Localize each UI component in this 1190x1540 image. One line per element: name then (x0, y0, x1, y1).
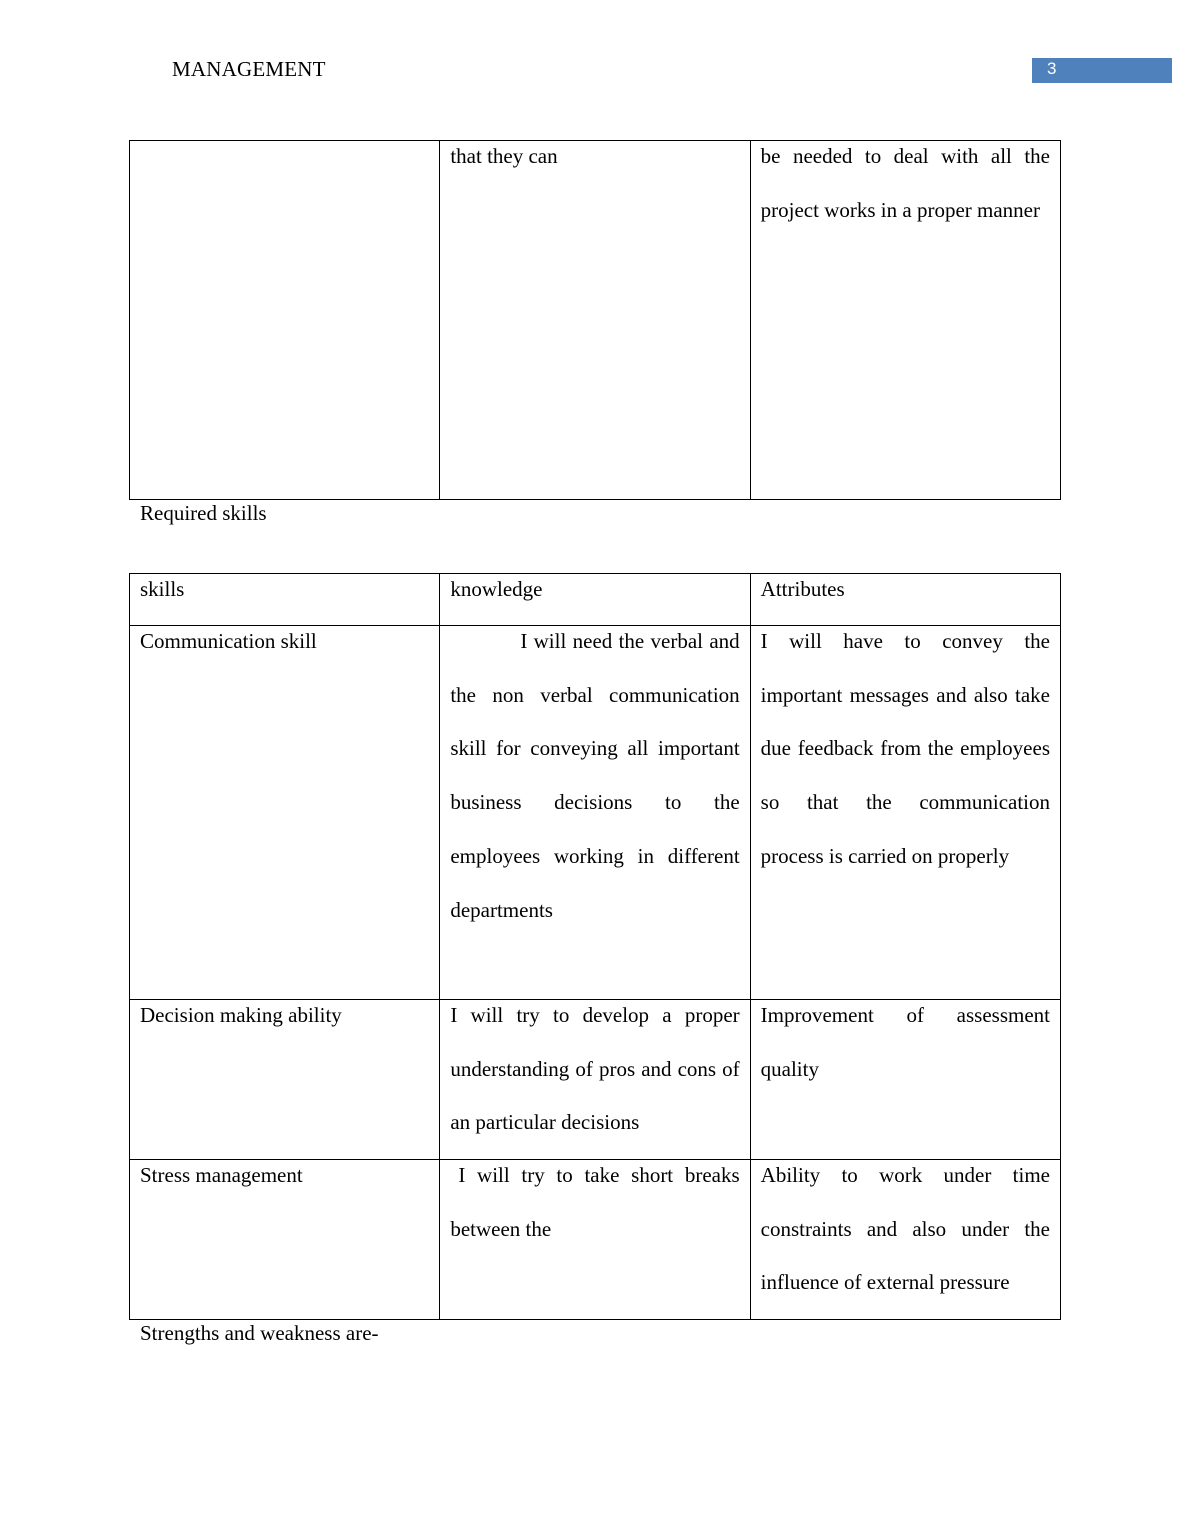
table-cell: Improvement of assessment quality (750, 1000, 1060, 1160)
table-cell: I will need the verbal and the non verbal communication skill for conveying all important business decisions to the employees working in different departments (440, 626, 750, 1000)
table-cell: Communication skill (130, 626, 440, 1000)
header-cell-skills: skills (130, 574, 440, 626)
table-cell: Ability to work under time constraints and also under the influence of external pressure (750, 1160, 1060, 1320)
continued-table (129, 140, 1061, 500)
table-cell: be needed to deal with all the project works in a proper manner (750, 141, 1060, 500)
table-cell (130, 141, 440, 500)
table-cell: I will have to convey the important messages and also take due feedback from the employees so that the communication process is carried on properly (750, 626, 1060, 1000)
table-cell: that they can (440, 141, 750, 500)
table-cell: Decision making ability (130, 1000, 440, 1160)
table-row (130, 1000, 1061, 1160)
section-caption-strengths: Strengths and weakness are- (140, 1321, 379, 1345)
running-header-title: MANAGEMENT (172, 57, 326, 81)
table-row (130, 1160, 1061, 1320)
header-cell-attributes: Attributes (750, 574, 1060, 626)
table-cell: I will try to take short breaks between the (440, 1160, 750, 1320)
page-number: 3 (1047, 59, 1057, 78)
table-row (130, 626, 1061, 1000)
table-cell: I will try to develop a proper understanding of pros and cons of an particular decisions (440, 1000, 750, 1160)
section-caption-required-skills: Required skills (140, 501, 267, 525)
table-cell: Stress management (130, 1160, 440, 1320)
header-cell-knowledge: knowledge (440, 574, 750, 626)
required-skills-table (129, 573, 1061, 1320)
table-row (130, 141, 1061, 500)
page-number-badge (1032, 58, 1172, 83)
